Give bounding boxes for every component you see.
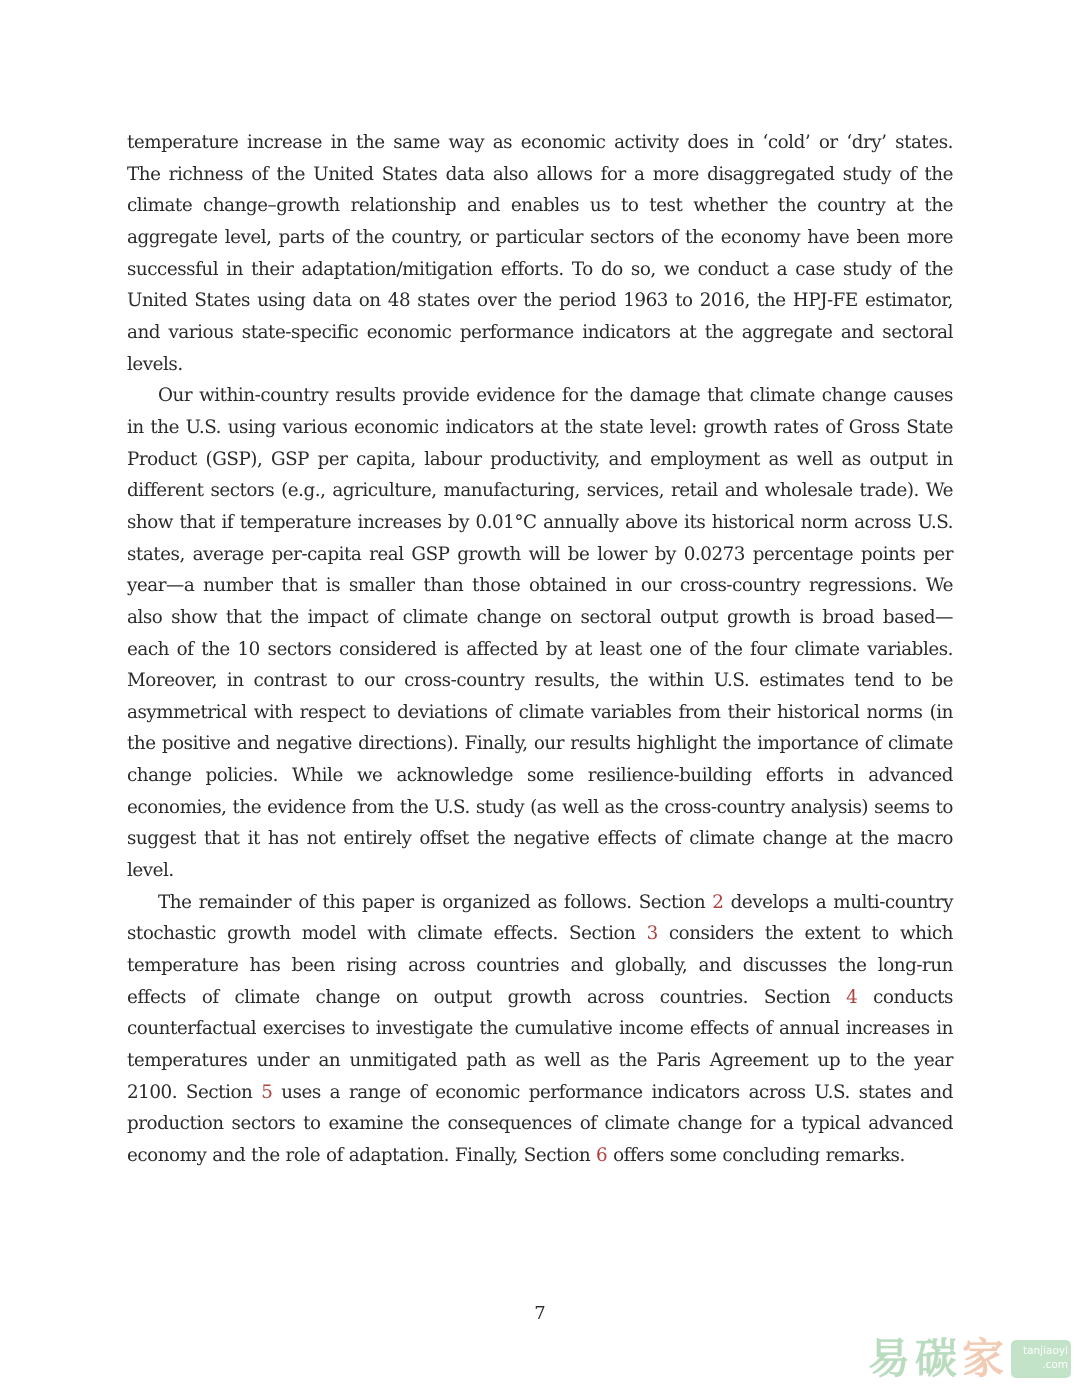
watermark-char: 家 <box>962 1334 1005 1383</box>
watermark-logo <box>868 1330 1073 1388</box>
text-segment: The remainder of this paper is organized as follows. Section <box>158 891 713 913</box>
paragraph-1: temperature increase in the same way as economic activity does in ‘cold’ or ‘dry’ states. The richness of the United States data also allows for a more disaggregated study of the climate change–growth relationship and enables us to test whether the country at the aggregate level, parts of the country, or particular sectors of the economy have been more successful in their adaptation/mitigation efforts. To do so, we conduct a case study of the United States using data on 48 states over the period 1963 to 2016, the HPJ-FE estimator, and various state-specific economic performance indicators at the aggregate and sectoral levels. <box>127 132 953 375</box>
text-segment: offers some concluding remarks. <box>607 1145 905 1166</box>
watermark-char: 易 <box>868 1334 911 1383</box>
text-segment: conducts counterfactual exercises to investigate the cumulative income effects of annual increases in temperatures under an unmitigated path as well as the Paris Agreement up to the year 2100. Section <box>127 986 953 1103</box>
text-segment: uses a range of economic performance indicators across U.S. states and production sectors to examine the consequences of climate change for a typical advanced economy and the role of adaptation. Finally, Section <box>127 1081 954 1166</box>
section-4-link[interactable]: 4 <box>846 986 858 1008</box>
watermark-tld: .com <box>1042 1359 1068 1371</box>
watermark-badge <box>1011 1340 1071 1378</box>
section-5-link[interactable]: 5 <box>261 1081 273 1103</box>
watermark-domain: tanjiaoyi <box>1022 1345 1068 1357</box>
section-2-link[interactable]: 2 <box>712 891 724 913</box>
text-segment: develops a multi-country stochastic growth model with climate effects. Section <box>127 891 953 945</box>
text-segment: considers the extent to which temperature has been rising across countries and globally, and discusses the long-run effects of climate change on output growth across countries. Section <box>127 923 953 1008</box>
page-number: 7 <box>534 1303 546 1324</box>
section-6-link[interactable]: 6 <box>596 1145 608 1166</box>
paragraph-3 <box>127 887 953 1172</box>
watermark-char: 碳 <box>915 1334 958 1383</box>
paragraph-2: Our within-country results provide evidence for the damage that climate change causes in the U.S. using various economic indicators at the state level: growth rates of Gross State Product (GSP), GSP per capita, labour productivity, and employment as well as output in different sectors (e.g., agriculture, manufacturing, services, retail and wholesale trade). We show that if temperature increases by 0.01°C annually above its historical norm across U.S. states, average per-capita real GSP growth will be lower by 0.0273 percentage points per year—a number that is smaller than those obtained in our cross-country regressions. We also show that the impact of climate change on sectoral output growth is broad based—each of the 10 sectors considered is affected by at least one of the four climate variables. Moreover, in contrast to our cross-country results, the within U.S. estimates tend to be asymmetrical with respect to deviations of climate variables from their historical norms (in the positive and negative directions). Finally, our results highlight the importance of climate change policies. While we acknowledge some resilience-building efforts in advanced economies, the evidence from the U.S. study (as well as the cross-country analysis) seems to suggest that it has not entirely offset the negative effects of climate change at the macro level. <box>127 385 953 882</box>
section-3-link[interactable]: 3 <box>646 923 658 945</box>
page-body <box>127 127 953 1172</box>
